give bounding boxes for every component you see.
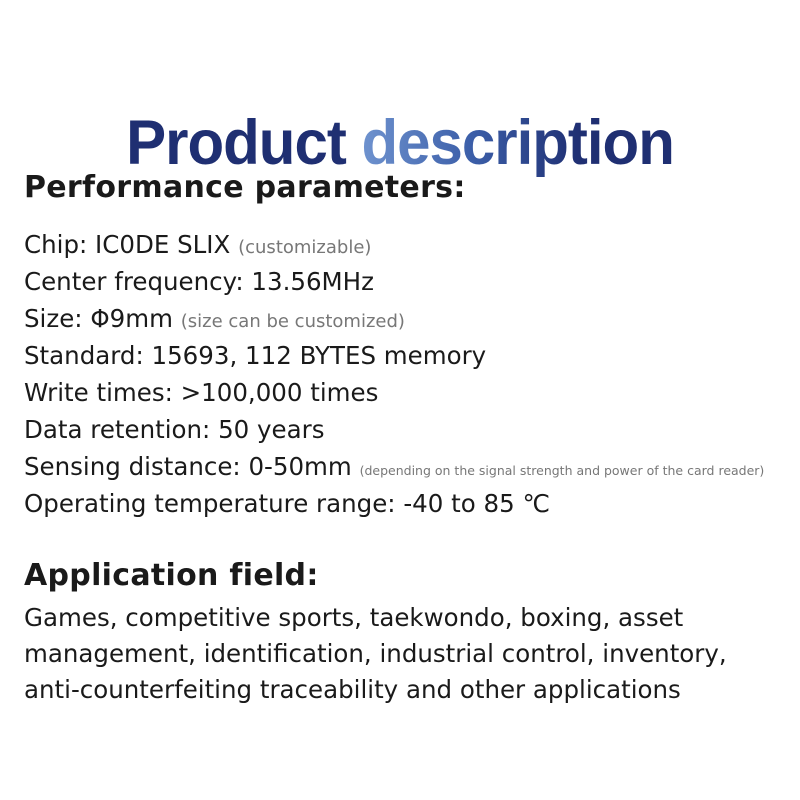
param-size bbox=[24, 300, 794, 337]
param-sensing-distance-note: (depending on the signal strength and power of the card reader) bbox=[359, 463, 765, 478]
param-data-retention bbox=[24, 411, 794, 448]
param-standard-text: Standard: 15693, 112 BYTES memory bbox=[24, 341, 487, 370]
title-part-description: description bbox=[361, 107, 674, 178]
title-part-product: Product bbox=[126, 107, 362, 178]
param-chip-note: (customizable) bbox=[238, 237, 372, 258]
param-frequency bbox=[24, 263, 794, 300]
page-title bbox=[0, 106, 800, 178]
param-operating-temperature bbox=[24, 485, 794, 522]
param-chip bbox=[24, 226, 794, 263]
param-data-retention-text: Data retention: 50 years bbox=[24, 415, 325, 444]
param-standard bbox=[24, 337, 794, 374]
param-sensing-distance bbox=[24, 448, 794, 485]
param-chip-text: Chip: IC0DE SLIX bbox=[24, 230, 231, 259]
param-operating-temperature-text: Operating temperature range: -40 to 85 ℃ bbox=[24, 489, 551, 518]
application-heading: Application field: bbox=[24, 558, 319, 593]
performance-parameter-list bbox=[24, 226, 794, 522]
param-write-times-text: Write times: >100,000 times bbox=[24, 378, 379, 407]
performance-heading: Performance parameters: bbox=[24, 170, 466, 205]
param-sensing-distance-text: Sensing distance: 0-50mm bbox=[24, 452, 352, 481]
application-text: Games, competitive sports, taekwondo, boxing, asset management, identification, industrial control, inventory, anti-counterfeiting traceability and other applications bbox=[24, 603, 727, 704]
param-frequency-text: Center frequency: 13.56MHz bbox=[24, 267, 374, 296]
param-size-note: (size can be customized) bbox=[180, 311, 405, 332]
param-write-times bbox=[24, 374, 794, 411]
param-size-text: Size: Φ9mm bbox=[24, 304, 173, 333]
